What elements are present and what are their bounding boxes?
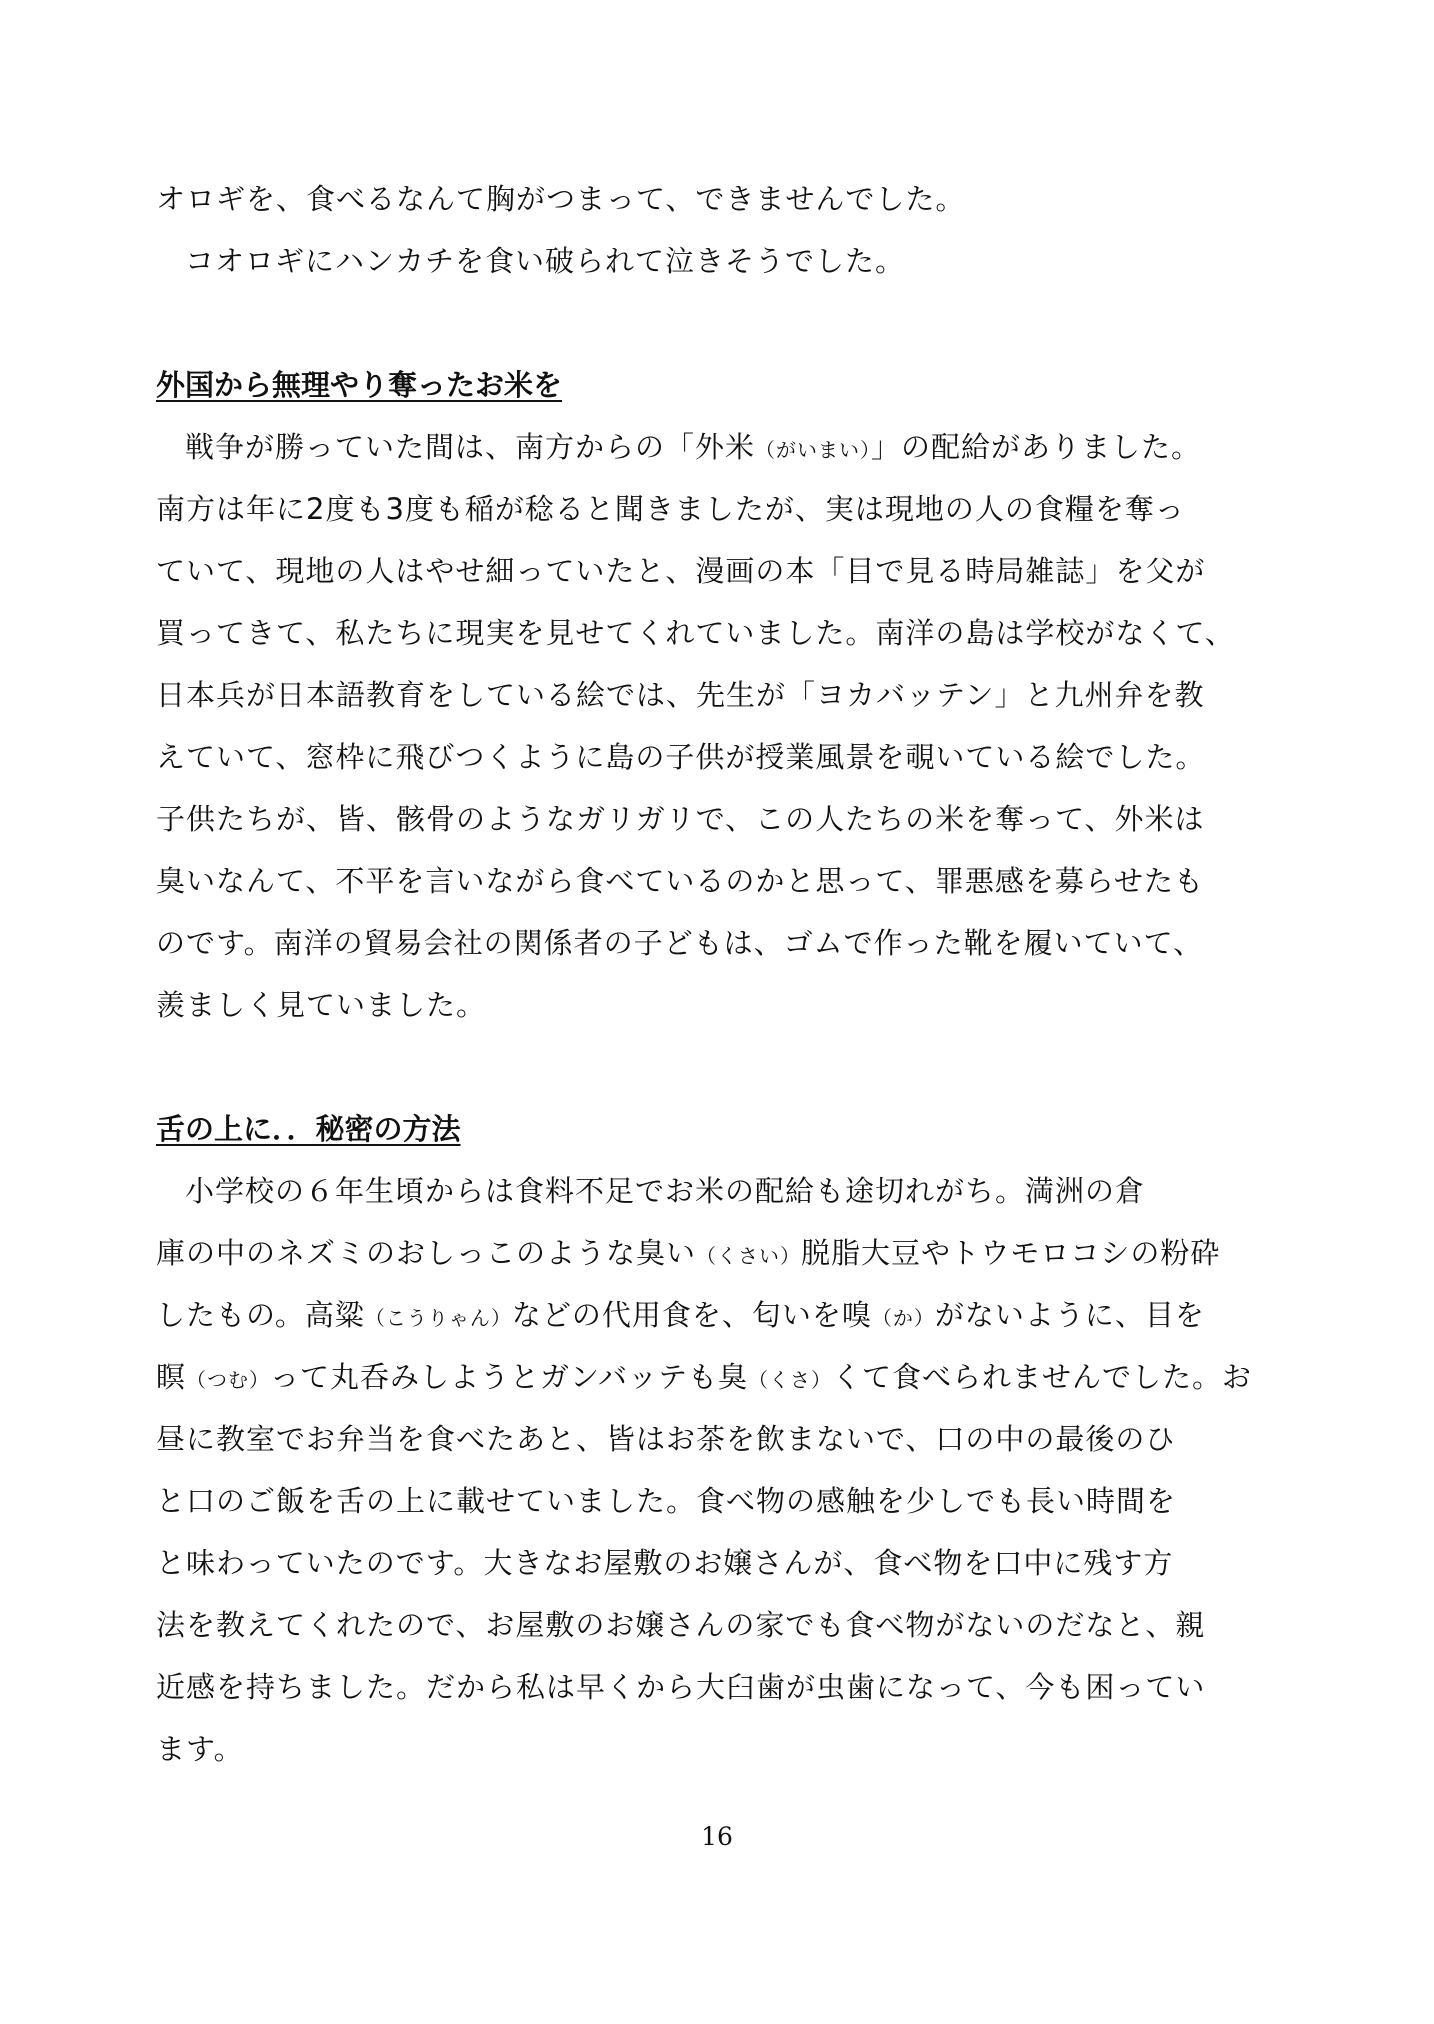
- ruby-annotation: （くさい）: [696, 1244, 802, 1268]
- paragraph-line: ていて、現地の人はやせ細っていたと、漫画の本「目で見る時局雑誌」を父が: [156, 554, 1206, 588]
- text-span: 瞑: [156, 1360, 187, 1394]
- text-span: したもの。高粱: [156, 1298, 365, 1332]
- text-span: って丸呑みしようとガンバッテも臭: [270, 1360, 748, 1394]
- paragraph-line: と口のご飯を舌の上に載せていました。食べ物の感触を少しでも長い時間を: [156, 1484, 1177, 1518]
- paragraph-line: 小学校の６年生頃からは食料不足でお米の配給も途切れがち。満洲の倉: [185, 1174, 1146, 1208]
- paragraph-line: 臭いなんて、不平を言いながら食べているのかと思って、罪悪感を募らせたも: [156, 864, 1204, 898]
- paragraph-line: 買ってきて、私たちに現実を見せてくれていました。南洋の島は学校がなくて、: [156, 616, 1235, 650]
- section-gap: [156, 1036, 1306, 1098]
- section-gap: [156, 292, 1306, 354]
- paragraph-line: 羨ましく見ていました。: [156, 988, 487, 1022]
- paragraph-line: 日本兵が日本語教育をしている絵では、先生が「ヨカバッテン」と九州弁を教: [156, 678, 1205, 712]
- text-span: などの代用食を、匂いを嗅: [511, 1298, 872, 1332]
- paragraph-line: [156, 1284, 1306, 1346]
- paragraph-line: [156, 1222, 1306, 1284]
- ruby-annotation: （こうりゃん）: [364, 1306, 512, 1330]
- paragraph-line: オロギを、食べるなんて胸がつまって、できませんでした。: [156, 182, 966, 216]
- ruby-annotation: （か）: [871, 1306, 935, 1330]
- paragraph-line: のです。南洋の貿易会社の関係者の子どもは、ゴムで作った靴を履いていて、: [156, 926, 1204, 960]
- text-span: 」の配給がありました。: [871, 430, 1202, 464]
- paragraph-line: ます。: [156, 1732, 244, 1766]
- text-span: 脱脂大豆やトウモロコシの粉砕: [801, 1236, 1221, 1270]
- paragraph-line: えていて、窓枠に飛びつくように島の子供が授業風景を覗いている絵でした。: [156, 740, 1206, 774]
- text-span: 戦争が勝っていた間は、南方からの「外米: [185, 430, 756, 464]
- paragraph-line: 南方は年に2度も3度も稲が稔ると聞きましたが、実は現地の人の食糧を奪っ: [156, 492, 1185, 526]
- paragraph-line: コオロギにハンカチを食い破られて泣きそうでした。: [185, 244, 906, 278]
- paragraph-line: [156, 416, 1306, 478]
- section-heading: 舌の上に．．秘密の方法: [156, 1112, 461, 1146]
- paragraph-line: と味わっていたのです。大きなお屋敷のお嬢さんが、食べ物を口中に残す方: [156, 1546, 1174, 1580]
- page-content: [156, 168, 1306, 1780]
- ruby-annotation: （つむ）: [186, 1368, 271, 1392]
- paragraph-line: 子供たちが、皆、骸骨のようなガリガリで、この人たちの米を奪って、外米は: [156, 802, 1205, 836]
- page-number: 16: [701, 1822, 733, 1851]
- paragraph-line: 法を教えてくれたので、お屋敷のお嬢さんの家でも食べ物がないのだなと、親: [156, 1608, 1206, 1642]
- ruby-annotation: （くさ）: [748, 1368, 832, 1392]
- text-span: くて食べられませんでした。お: [832, 1360, 1253, 1394]
- ruby-annotation: （がいまい）: [755, 438, 872, 462]
- paragraph-line: [156, 1346, 1306, 1408]
- text-span: がないように、目を: [934, 1298, 1205, 1332]
- section-heading: 外国から無理やり奪ったお米を: [156, 368, 563, 402]
- text-span: 庫の中のネズミのおしっこのような臭い: [156, 1236, 697, 1270]
- paragraph-line: 近感を持ちました。だから私は早くから大臼歯が虫歯になって、今も困ってい: [156, 1670, 1206, 1704]
- paragraph-line: 昼に教室でお弁当を食べたあと、皆はお茶を飲まないで、口の中の最後のひ: [156, 1422, 1176, 1456]
